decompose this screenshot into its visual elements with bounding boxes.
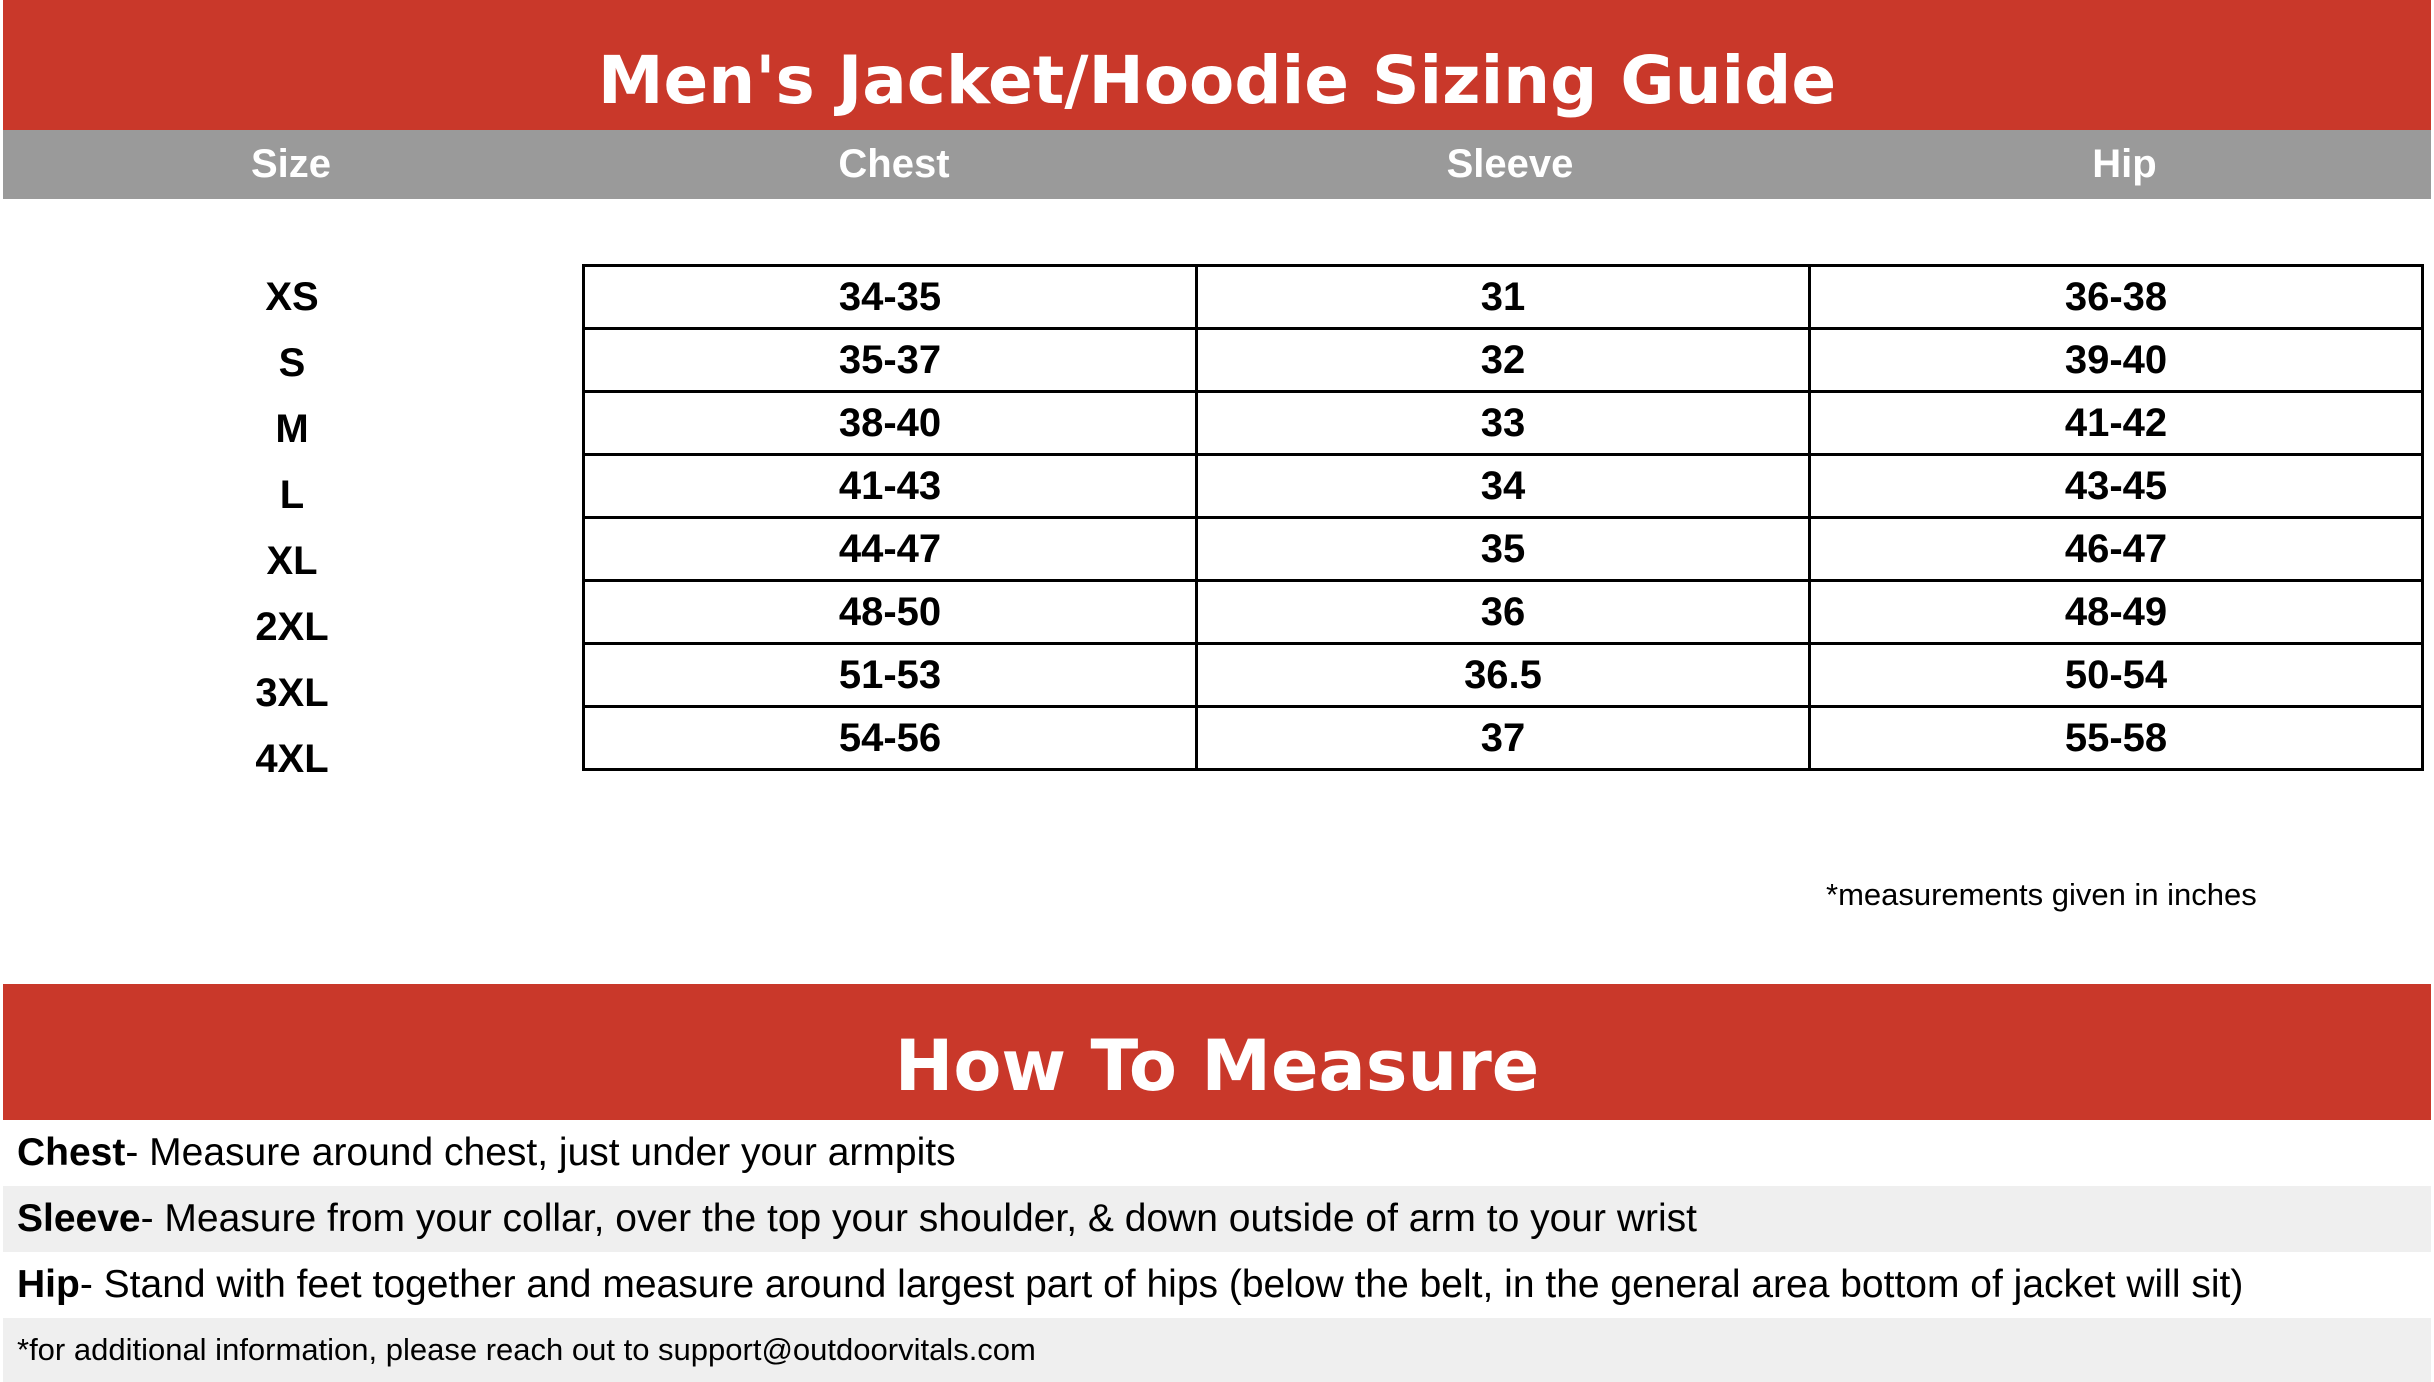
- measurements-table: [582, 264, 2424, 771]
- header-sleeve: Sleeve: [1446, 142, 1574, 186]
- column-header-row: [3, 130, 2431, 199]
- how-to-measure-title: How To Measure: [3, 984, 2431, 1120]
- chest-cell: 34-35: [584, 266, 1197, 329]
- chest-cell: 54-56: [584, 707, 1197, 770]
- size-label: 2XL: [255, 605, 329, 649]
- size-label: L: [279, 473, 305, 517]
- hip-cell: 41-42: [1810, 392, 2423, 455]
- sleeve-cell: 36: [1197, 581, 1810, 644]
- chest-cell: 51-53: [584, 644, 1197, 707]
- header-hip: Hip: [2092, 142, 2157, 186]
- instruction-term: Chest: [17, 1131, 126, 1174]
- sleeve-cell: 35: [1197, 518, 1810, 581]
- instruction-text: - Measure around chest, just under your armpits: [125, 1131, 956, 1174]
- header-chest: Chest: [838, 142, 950, 186]
- instruction-text: - Stand with feet together and measure around largest part of hips (below the belt, in the general area bottom of jacket will sit): [79, 1263, 2244, 1306]
- units-footnote: *measurements given in inches: [1826, 877, 2257, 912]
- sleeve-cell: 34: [1197, 455, 1810, 518]
- size-label: S: [278, 341, 306, 385]
- sizing-guide-title: Men's Jacket/Hoodie Sizing Guide: [3, 0, 2431, 130]
- chest-instruction: [3, 1120, 2431, 1186]
- chest-cell: 48-50: [584, 581, 1197, 644]
- sleeve-cell: 32: [1197, 329, 1810, 392]
- table-row: [584, 518, 2423, 581]
- chest-cell: 38-40: [584, 392, 1197, 455]
- hip-cell: 36-38: [1810, 266, 2423, 329]
- table-row: [584, 581, 2423, 644]
- hip-cell: 43-45: [1810, 455, 2423, 518]
- sleeve-instruction: [3, 1186, 2431, 1252]
- contact-note: *for additional information, please reach out to support@outdoorvitals.com: [3, 1318, 2431, 1382]
- hip-instruction: [3, 1252, 2431, 1318]
- sleeve-cell: 31: [1197, 266, 1810, 329]
- instruction-term: Sleeve: [17, 1197, 141, 1240]
- chest-cell: 44-47: [584, 518, 1197, 581]
- sleeve-cell: 33: [1197, 392, 1810, 455]
- sleeve-cell: 36.5: [1197, 644, 1810, 707]
- size-label: 4XL: [255, 737, 329, 781]
- hip-cell: 39-40: [1810, 329, 2423, 392]
- header-size: Size: [250, 142, 332, 186]
- table-row: [584, 266, 2423, 329]
- size-label: XL: [266, 539, 318, 583]
- hip-cell: 55-58: [1810, 707, 2423, 770]
- instruction-text: - Measure from your collar, over the top your shoulder, & down outside of arm to your wrist: [140, 1197, 1697, 1240]
- chest-cell: 35-37: [584, 329, 1197, 392]
- table-row: [584, 329, 2423, 392]
- table-row: [584, 707, 2423, 770]
- size-label: M: [275, 407, 309, 451]
- chest-cell: 41-43: [584, 455, 1197, 518]
- hip-cell: 48-49: [1810, 581, 2423, 644]
- table-row: [584, 644, 2423, 707]
- size-label: 3XL: [255, 671, 329, 715]
- sleeve-cell: 37: [1197, 707, 1810, 770]
- table-row: [584, 392, 2423, 455]
- size-label: XS: [265, 275, 319, 319]
- hip-cell: 50-54: [1810, 644, 2423, 707]
- table-row: [584, 455, 2423, 518]
- instruction-term: Hip: [17, 1263, 80, 1306]
- hip-cell: 46-47: [1810, 518, 2423, 581]
